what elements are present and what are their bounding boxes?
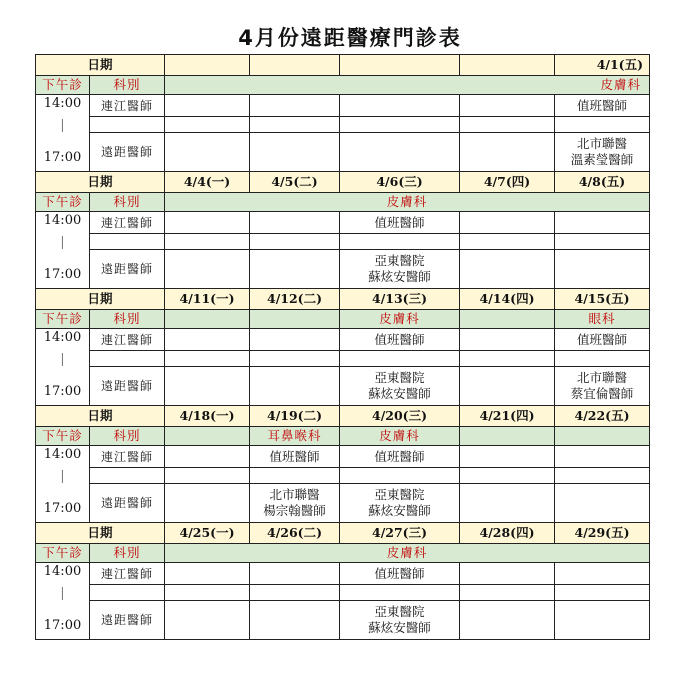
department-cell xyxy=(555,427,650,446)
start-time: 14:00 xyxy=(43,564,82,579)
schedule-cell xyxy=(340,133,460,172)
date-cell: 4/14(四) xyxy=(460,289,555,310)
schedule-cell: 值班醫師 xyxy=(340,212,460,234)
schedule-table xyxy=(35,54,650,640)
schedule-cell xyxy=(340,468,460,484)
department-row xyxy=(36,544,650,563)
schedule-cell xyxy=(555,468,650,484)
schedule-cell xyxy=(340,95,460,117)
date-cell: 4/7(四) xyxy=(460,172,555,193)
date-cell: 4/20(三) xyxy=(340,406,460,427)
department-cell: 皮膚科 xyxy=(165,76,650,95)
schedule-cell xyxy=(555,250,650,289)
row-label xyxy=(90,351,165,367)
schedule-cell xyxy=(165,484,250,523)
schedule-cell xyxy=(165,351,250,367)
schedule-cell xyxy=(460,329,555,351)
end-time: 17:00 xyxy=(43,501,82,516)
doctor-line: 亞東醫院 xyxy=(374,253,425,268)
schedule-cell xyxy=(340,351,460,367)
date-label: 日期 xyxy=(36,289,165,310)
date-cell xyxy=(165,55,250,76)
date-cell: 4/8(五) xyxy=(555,172,650,193)
doctor-line: 蘇炫安醫師 xyxy=(368,503,431,518)
time-separator: | xyxy=(60,469,65,484)
doctor-line: 北市聯醫 xyxy=(577,136,628,151)
department-cell: 皮膚科 xyxy=(165,193,650,212)
table-row xyxy=(36,468,650,484)
doctor-line: 亞東醫院 xyxy=(374,487,425,502)
schedule-cell xyxy=(340,250,460,289)
table-row xyxy=(36,367,650,406)
table-row xyxy=(36,234,650,250)
table-row xyxy=(36,446,650,468)
doctor-line: 溫素瑩醫師 xyxy=(570,152,634,167)
time-cell xyxy=(36,329,90,406)
department-label: 科別 xyxy=(90,427,165,446)
department-cell xyxy=(165,427,250,446)
schedule-cell xyxy=(340,484,460,523)
schedule-cell xyxy=(165,117,250,133)
department-row xyxy=(36,76,650,95)
schedule-cell xyxy=(460,351,555,367)
schedule-cell xyxy=(555,212,650,234)
date-cell: 4/4(一) xyxy=(165,172,250,193)
date-cell: 4/27(三) xyxy=(340,523,460,544)
time-cell xyxy=(36,563,90,640)
end-time: 17:00 xyxy=(43,150,82,165)
schedule-cell xyxy=(165,446,250,468)
time-separator: | xyxy=(60,352,65,367)
schedule-cell xyxy=(250,351,340,367)
doctor-line: 北市聯醫 xyxy=(269,487,320,502)
row-label xyxy=(90,468,165,484)
department-row xyxy=(36,427,650,446)
start-time: 14:00 xyxy=(43,330,82,345)
date-cell: 4/25(一) xyxy=(165,523,250,544)
schedule-cell xyxy=(555,367,650,406)
department-cell xyxy=(165,310,250,329)
schedule-cell xyxy=(555,234,650,250)
date-cell: 4/13(三) xyxy=(340,289,460,310)
week-header-row xyxy=(36,289,650,310)
table-row xyxy=(36,351,650,367)
date-cell: 4/1(五) xyxy=(555,55,650,76)
date-cell: 4/11(一) xyxy=(165,289,250,310)
table-row xyxy=(36,329,650,351)
schedule-cell xyxy=(340,585,460,601)
date-cell: 4/6(三) xyxy=(340,172,460,193)
start-time: 14:00 xyxy=(43,96,82,111)
date-cell xyxy=(250,55,340,76)
row-label: 遠距醫師 xyxy=(90,133,165,172)
schedule-cell xyxy=(165,234,250,250)
date-cell: 4/21(四) xyxy=(460,406,555,427)
time-cell xyxy=(36,446,90,523)
start-time: 14:00 xyxy=(43,213,82,228)
date-cell: 4/18(一) xyxy=(165,406,250,427)
date-cell: 4/19(二) xyxy=(250,406,340,427)
schedule-cell xyxy=(250,95,340,117)
doctor-line: 蘇炫安醫師 xyxy=(368,620,431,635)
schedule-cell xyxy=(165,95,250,117)
schedule-cell xyxy=(165,367,250,406)
end-time: 17:00 xyxy=(43,384,82,399)
end-time: 17:00 xyxy=(43,618,82,633)
department-cell xyxy=(250,310,340,329)
department-cell: 耳鼻喉科 xyxy=(250,427,340,446)
department-cell xyxy=(460,310,555,329)
doctor-line: 亞東醫院 xyxy=(374,370,425,385)
session-label: 下午診 xyxy=(36,544,90,563)
table-row xyxy=(36,212,650,234)
schedule-cell xyxy=(460,367,555,406)
schedule-cell xyxy=(250,117,340,133)
row-label: 連江醫師 xyxy=(90,563,165,585)
doctor-line: 蔡宜倫醫師 xyxy=(570,386,634,401)
date-label: 日期 xyxy=(36,172,165,193)
week-header-row xyxy=(36,406,650,427)
department-cell xyxy=(460,427,555,446)
end-time: 17:00 xyxy=(43,267,82,282)
schedule-cell xyxy=(460,446,555,468)
schedule-cell xyxy=(165,468,250,484)
time-separator: | xyxy=(60,586,65,601)
date-cell: 4/15(五) xyxy=(555,289,650,310)
schedule-cell xyxy=(340,117,460,133)
schedule-cell: 值班醫師 xyxy=(555,329,650,351)
session-label: 下午診 xyxy=(36,427,90,446)
department-cell: 眼科 xyxy=(555,310,650,329)
row-label: 遠距醫師 xyxy=(90,484,165,523)
schedule-cell xyxy=(460,250,555,289)
schedule-cell xyxy=(250,234,340,250)
schedule-cell xyxy=(165,563,250,585)
row-label: 遠距醫師 xyxy=(90,601,165,640)
schedule-cell xyxy=(460,585,555,601)
schedule-cell xyxy=(165,601,250,640)
table-row xyxy=(36,117,650,133)
schedule-cell xyxy=(340,367,460,406)
week-header-row xyxy=(36,55,650,76)
schedule-cell xyxy=(340,234,460,250)
week-header-row xyxy=(36,172,650,193)
time-separator: | xyxy=(60,235,65,250)
date-cell xyxy=(460,55,555,76)
table-row xyxy=(36,585,650,601)
schedule-cell xyxy=(555,446,650,468)
date-label: 日期 xyxy=(36,406,165,427)
row-label: 連江醫師 xyxy=(90,95,165,117)
schedule-cell xyxy=(250,133,340,172)
department-label: 科別 xyxy=(90,310,165,329)
schedule-cell xyxy=(460,133,555,172)
week-header-row xyxy=(36,523,650,544)
session-label: 下午診 xyxy=(36,193,90,212)
date-cell: 4/22(五) xyxy=(555,406,650,427)
schedule-cell: 值班醫師 xyxy=(555,95,650,117)
date-cell: 4/29(五) xyxy=(555,523,650,544)
date-cell: 4/5(二) xyxy=(250,172,340,193)
table-row xyxy=(36,133,650,172)
department-label: 科別 xyxy=(90,193,165,212)
date-cell xyxy=(340,55,460,76)
row-label: 遠距醫師 xyxy=(90,250,165,289)
time-separator: | xyxy=(60,118,65,133)
schedule-cell: 值班醫師 xyxy=(340,563,460,585)
department-cell: 皮膚科 xyxy=(340,427,460,446)
schedule-cell xyxy=(165,133,250,172)
table-row xyxy=(36,250,650,289)
session-label: 下午診 xyxy=(36,76,90,95)
schedule-cell xyxy=(250,484,340,523)
time-cell xyxy=(36,95,90,172)
schedule-cell xyxy=(165,329,250,351)
table-row xyxy=(36,95,650,117)
department-label: 科別 xyxy=(90,544,165,563)
table-row xyxy=(36,601,650,640)
table-row xyxy=(36,484,650,523)
schedule-cell xyxy=(165,212,250,234)
schedule-cell xyxy=(555,563,650,585)
schedule-cell xyxy=(460,212,555,234)
row-label xyxy=(90,234,165,250)
row-label: 連江醫師 xyxy=(90,329,165,351)
page-title: 4月份遠距醫療門診表 xyxy=(238,26,462,50)
schedule-cell xyxy=(250,212,340,234)
schedule-cell: 值班醫師 xyxy=(340,446,460,468)
schedule-cell xyxy=(250,563,340,585)
schedule-cell xyxy=(250,367,340,406)
department-cell: 皮膚科 xyxy=(165,544,650,563)
row-label: 遠距醫師 xyxy=(90,367,165,406)
doctor-line: 蘇炫安醫師 xyxy=(368,386,431,401)
schedule-cell: 值班醫師 xyxy=(250,446,340,468)
schedule-cell xyxy=(460,563,555,585)
doctor-line: 蘇炫安醫師 xyxy=(368,269,431,284)
schedule-cell xyxy=(460,468,555,484)
schedule-cell xyxy=(165,585,250,601)
department-row xyxy=(36,310,650,329)
schedule-cell xyxy=(555,601,650,640)
schedule-cell xyxy=(460,601,555,640)
schedule-cell xyxy=(250,585,340,601)
row-label: 連江醫師 xyxy=(90,446,165,468)
schedule-cell xyxy=(555,117,650,133)
session-label: 下午診 xyxy=(36,310,90,329)
schedule-cell xyxy=(460,234,555,250)
date-label: 日期 xyxy=(36,523,165,544)
schedule-cell xyxy=(165,250,250,289)
schedule-cell xyxy=(250,329,340,351)
date-cell: 4/12(二) xyxy=(250,289,340,310)
doctor-line: 楊宗翰醫師 xyxy=(263,503,326,518)
department-row xyxy=(36,193,650,212)
department-cell: 皮膚科 xyxy=(340,310,460,329)
department-label: 科別 xyxy=(90,76,165,95)
schedule-cell xyxy=(555,351,650,367)
date-cell: 4/28(四) xyxy=(460,523,555,544)
row-label xyxy=(90,585,165,601)
date-label: 日期 xyxy=(36,55,165,76)
schedule-cell xyxy=(555,585,650,601)
schedule-cell xyxy=(340,601,460,640)
start-time: 14:00 xyxy=(43,447,82,462)
schedule-cell xyxy=(250,250,340,289)
doctor-line: 亞東醫院 xyxy=(374,604,425,619)
schedule-cell: 值班醫師 xyxy=(340,329,460,351)
schedule-cell xyxy=(555,133,650,172)
time-cell xyxy=(36,212,90,289)
schedule-cell xyxy=(460,117,555,133)
schedule-cell xyxy=(250,468,340,484)
row-label xyxy=(90,117,165,133)
schedule-cell xyxy=(555,484,650,523)
schedule-cell xyxy=(460,484,555,523)
doctor-line: 北市聯醫 xyxy=(577,370,628,385)
schedule-cell xyxy=(460,95,555,117)
schedule-cell xyxy=(250,601,340,640)
table-row xyxy=(36,563,650,585)
date-cell: 4/26(二) xyxy=(250,523,340,544)
row-label: 連江醫師 xyxy=(90,212,165,234)
